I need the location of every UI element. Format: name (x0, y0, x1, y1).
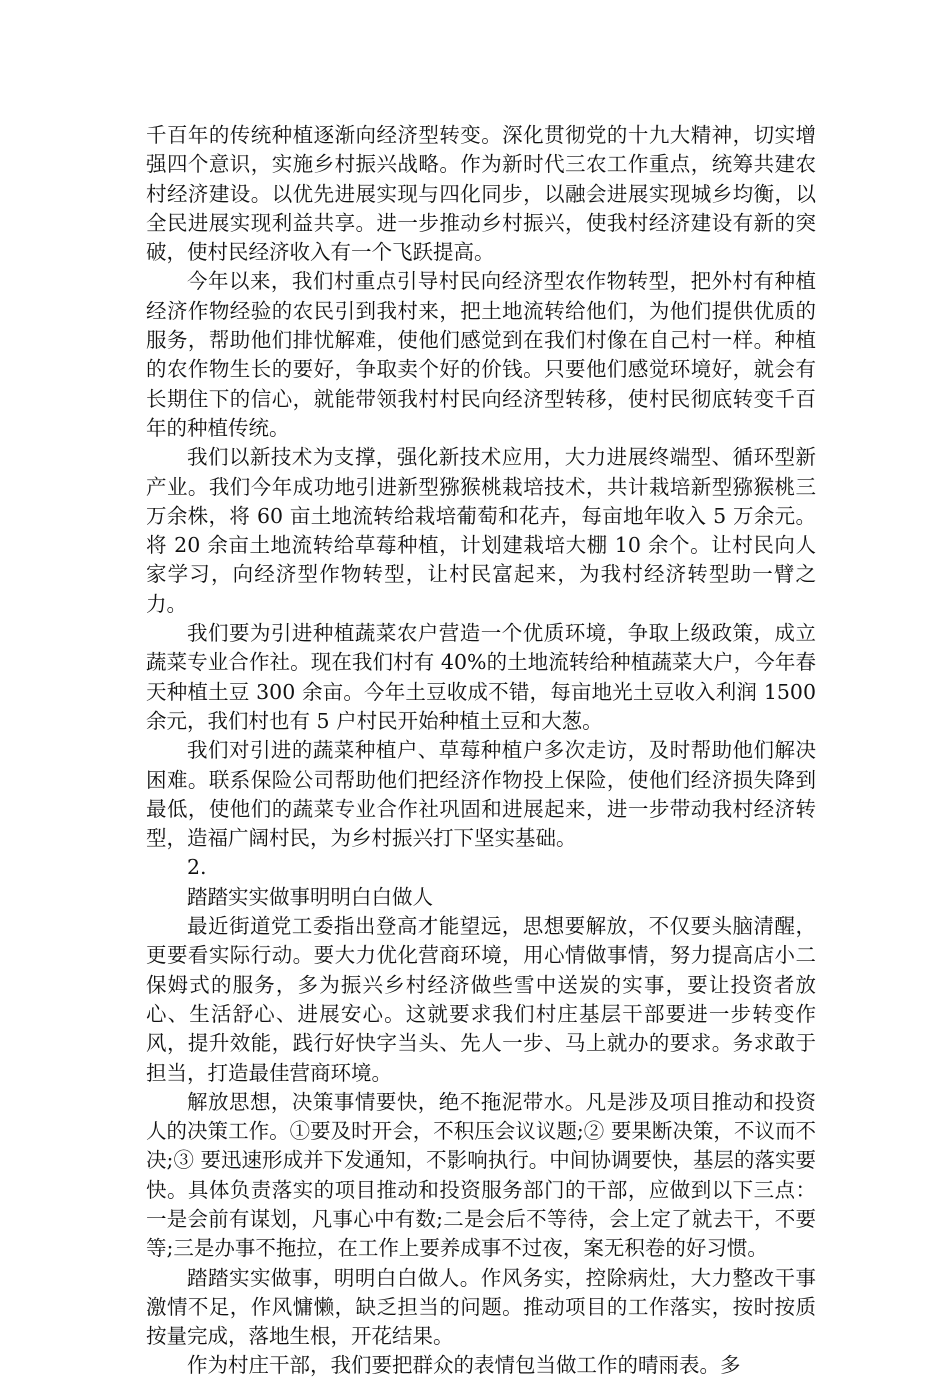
paragraph-5: 我们对引进的蔬菜种植户、草莓种植户多次走访，及时帮助他们解决困难。联系保险公司帮助他们把经济作物投上保险，使他们经济损失降到最低，使他们的蔬菜专业合作社巩固和进展起来，进一步带动我村经济转型，造福广阔村民，为乡村振兴打下坚实基础。 (146, 738, 816, 851)
paragraph-9: 作为村庄干部，我们要把群众的表情包当做工作的晴雨表。多 (187, 1353, 741, 1378)
paragraph-4: 我们要为引进种植蔬菜农户营造一个优质环境，争取上级政策，成立蔬菜专业合作社。现在我们村有 40%的土地流转给种植蔬菜大户，今年春天种植土豆 300 余亩。今年土豆收成不错，每亩地光土豆收入利润 1500 余元，我们村也有 5 户村民开始种植土豆和大葱。 (146, 621, 816, 733)
document-body (146, 121, 816, 1381)
section-title: 踏踏实实做事明明白白做人 (187, 884, 433, 909)
paragraph-3: 我们以新技术为支撑，强化新技术应用，大力进展终端型、循环型新产业。我们今年成功地引进新型猕猴桃栽培技术，共计栽培新型猕猴桃三万余株，将 60 亩土地流转给栽培葡萄和花卉，每亩地年收入 5 万余元。将 20 余亩土地流转给草莓种植，计划建栽培大棚 10 余个。让村民向人家学习，向经济型作物转型，让村民富起来，为我村经济转型助一臂之力。 (146, 445, 816, 616)
paragraph-7: 解放思想，决策事情要快，绝不拖泥带水。凡是涉及项目推动和投资人的决策工作。①要及时开会，不积压会议议题;② 要果断决策，不议而不决;③ 要迅速形成并下发通知，不影响执行。中间协调要快，基层的落实要快。具体负责落实的项目推动和投资服务部门的干部，应做到以下三点：一是会前有谋划，凡事心中有数;二是会后不等待，会上定了就去干，不要等;三是办事不拖拉，在工作上要养成事不过夜，案无积卷的好习惯。 (146, 1089, 816, 1261)
paragraph-6: 最近街道党工委指出登高才能望远，思想要解放，不仅要头脑清醒，更要看实际行动。要大力优化营商环境，用心情做事情，努力提高店小二保姆式的服务，多为振兴乡村经济做些雪中送炭的实事，要让投资者放心、生活舒心、进展安心。这就要求我们村庄基层干部要进一步转变作风，提升效能，践行好快字当头、先人一步、马上就办的要求。务求敢于担当，打造最佳营商环境。 (146, 914, 816, 1085)
paragraph-1: 千百年的传统种植逐渐向经济型转变。深化贯彻党的十九大精神，切实增强四个意识，实施乡村振兴战略。作为新时代三农工作重点，统筹共建农村经济建设。以优先进展实现与四化同步，以融会进展实现城乡均衡，以全民进展实现利益共享。进一步推动乡村振兴，使我村经济建设有新的突破，使村民经济收入有一个飞跃提高。 (146, 123, 816, 265)
section-number: 2. (187, 855, 207, 880)
paragraph-8: 踏踏实实做事，明明白白做人。作风务实，控除病灶，大力整改干事激情不足，作风慵懒，缺乏担当的问题。推动项目的工作落实，按时按质按量完成，落地生根，开花结果。 (146, 1265, 816, 1349)
paragraph-2: 今年以来，我们村重点引导村民向经济型农作物转型，把外村有种植经济作物经验的农民引到我村来，把土地流转给他们，为他们提供优质的服务，帮助他们排忧解难，使他们感觉到在我们村像在自己村一样。种植的农作物生长的要好，争取卖个好的价钱。只要他们感觉环境好，就会有长期住下的信心，就能带领我村村民向经济型转移，使村民彻底转变千百年的种植传统。 (146, 269, 816, 440)
